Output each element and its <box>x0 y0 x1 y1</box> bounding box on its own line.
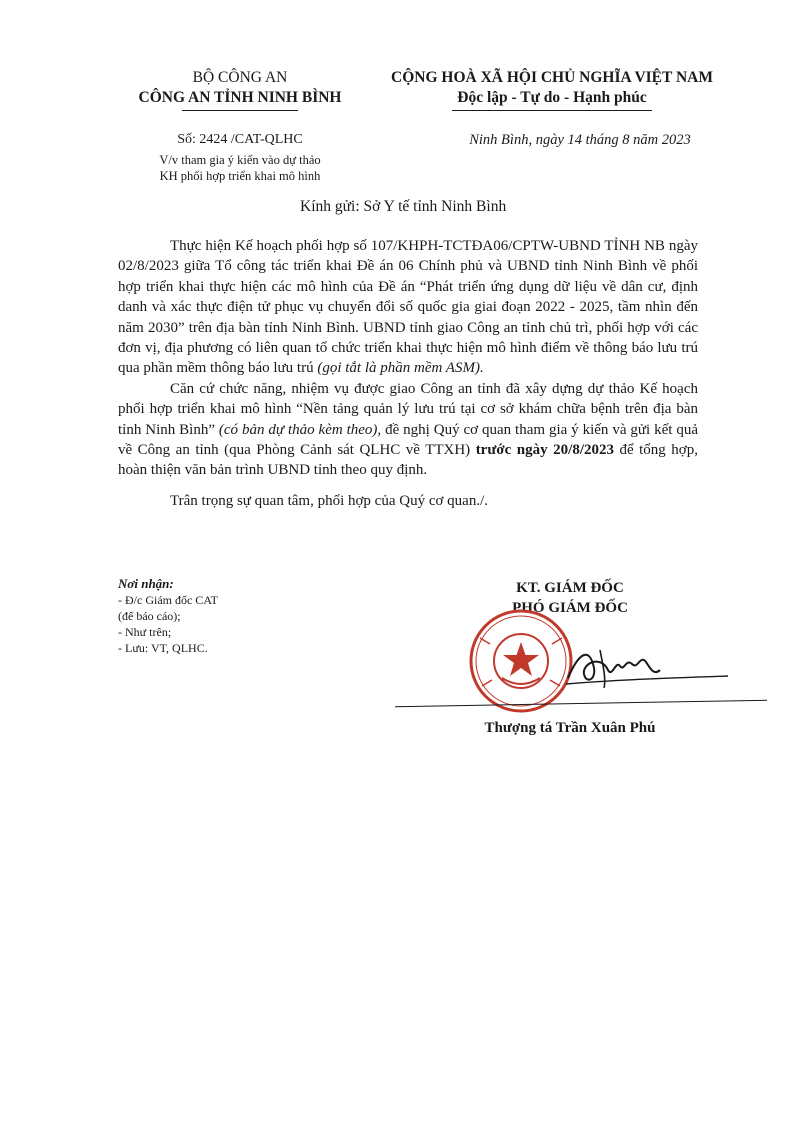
national-title-block <box>372 68 732 108</box>
signature-flourish-line <box>395 700 767 707</box>
recipients-title: Nơi nhận: <box>118 576 174 591</box>
recipients-list <box>118 576 318 656</box>
handwritten-signature-icon <box>560 640 730 690</box>
official-seal-icon <box>468 608 574 714</box>
national-motto: Độc lập - Tự do - Hạnh phúc <box>457 89 647 106</box>
issuing-agency-block <box>120 68 360 108</box>
motto-underline <box>452 110 652 111</box>
agency-parent: BỘ CÔNG AN <box>192 69 288 86</box>
agency-underline <box>182 110 298 111</box>
recipients-item: (để báo cáo); <box>118 609 181 623</box>
body-paragraph-3: Trân trọng sự quan tâm, phối hợp của Quý cơ quan./. <box>170 492 488 509</box>
paragraph-1-text: Thực hiện Kế hoạch phối hợp số 107/KHPH-TCTĐA06/CPTW-UBND TỈNH NB ngày 02/8/2023 giữa Tổ công tác triển khai Đề án 06 Chính phủ và UBND tỉnh Ninh Bình về phối hợp triển khai thực hiện các mô hình của Đề án “Phát triển ứng dụng dữ liệu về dân cư, định danh và xác thực điện tử phục vụ chuyển đổi số quốc gia giai đoạn 2022 - 2025, tầm nhìn đến năm 2030” trên địa bàn tỉnh Ninh Bình. UBND tỉnh giao Công an tỉnh chủ trì, phối hợp với các đơn vị, địa phương có liên quan tổ chức triển khai thực hiện mô hình điểm về thông báo lưu trú qua phần mềm thông báo lưu trú <box>118 238 698 377</box>
document-subject <box>120 152 360 184</box>
recipients-item: - Như trên; <box>118 625 172 639</box>
paragraph-2-italic: (có bản dự thảo kèm theo), <box>218 421 382 438</box>
recipient-line: Kính gửi: Sở Y tế tỉnh Ninh Bình <box>300 198 507 215</box>
paragraph-1-italic: (gọi tắt là phần mềm ASM). <box>317 360 484 377</box>
document-number: Số: 2424 /CAT-QLHC <box>177 132 303 147</box>
paragraph-2-text-b: đề nghị Quý cơ quan tham gia ý kiến và gửi kết quả về Công an tỉnh (qua Phòng Cảnh sát QLHC về TTXH) <box>118 421 698 459</box>
body-paragraph-1 <box>118 236 698 379</box>
signature-role-line-2: PHÓ GIÁM ĐỐC <box>512 600 628 616</box>
nation-title: CỘNG HOÀ XÃ HỘI CHỦ NGHĨA VIỆT NAM <box>391 69 713 86</box>
body-paragraph-2 <box>118 379 698 481</box>
subject-line-2: KH phối hợp triển khai mô hình <box>159 169 321 183</box>
agency-name: CÔNG AN TỈNH NINH BÌNH <box>138 89 342 106</box>
place-and-date: Ninh Bình, ngày 14 tháng 8 năm 2023 <box>469 132 691 148</box>
signer-name: Thượng tá Trần Xuân Phú <box>484 720 656 736</box>
subject-line-1: V/v tham gia ý kiến vào dự thảo <box>159 153 321 167</box>
paragraph-2-text-a: Căn cứ chức năng, nhiệm vụ được giao Công an tỉnh đã xây dựng dự thảo Kế hoạch phối hợp triển khai mô hình “Nền tảng quản lý lưu trú tại cơ sở khám chữa bệnh trên địa bàn tỉnh Ninh Bình” <box>118 380 698 438</box>
paragraph-2-text-c: để tổng hợp, hoàn thiện văn bản trình UBND tỉnh theo quy định. <box>118 442 698 479</box>
document-body <box>118 236 698 511</box>
recipients-item: - Đ/c Giám đốc CAT <box>118 593 218 607</box>
recipients-item: - Lưu: VT, QLHC. <box>118 641 208 655</box>
paragraph-2-deadline: trước ngày 20/8/2023 <box>475 442 614 459</box>
signature-role-line-1: KT. GIÁM ĐỐC <box>516 580 624 596</box>
